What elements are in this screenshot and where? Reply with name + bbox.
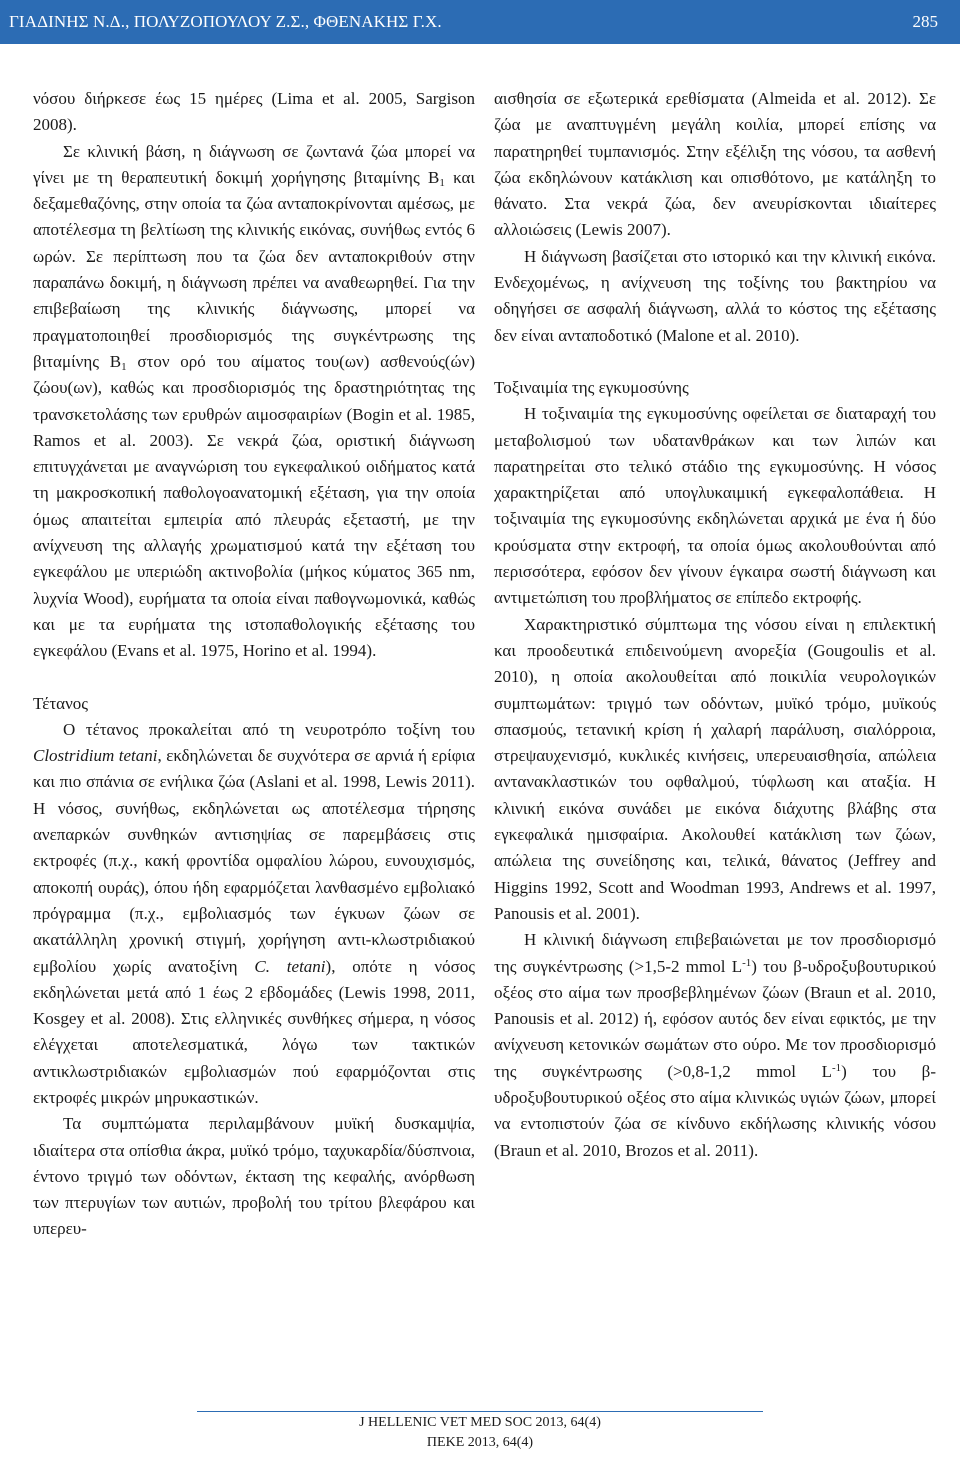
paragraph: [33, 717, 475, 1111]
paragraph-text: Χαρακτηριστικό σύμπτωμα της νόσου είναι η επιλεκτική και προοδευτικά επιδεινούμενη ανορεξία (Gougoulis et al. 2010), η οποία ακολουθείται από ποικιλία νευρολογικών συμπτωμάτων: τριγμό των οδόντων, μυϊκό τρόμο, μυϊκούς σπασμούς, τετανική κρίση ή χαλαρή παράλυση, σιαλόρροια, στρεψαυχενισμό, κυκλικές κινήσεις, υπερευαισθησία, απώλεια αντανακλαστικών του οφθαλμού, τύφλωση και αταξία. Η κλινική εικόνα συνάδει με εικόνα διάχυτης βλάβης στα εγκεφαλικά ημισφαίρια. Ακολουθεί κατάκλιση των ζώων, απώλεια της συνείδησης και, τελικά, θάνατος (Jeffrey and Higgins 1992, Scott and Woodman 1993, Andrews et al. 1997, Panousis et al. 2001).: [494, 614, 936, 923]
left-column: [33, 86, 475, 1243]
species-name: Clostridium tetani: [33, 746, 158, 766]
running-header: [0, 0, 960, 44]
superscript: -1: [831, 1061, 842, 1074]
paragraph: [494, 927, 936, 1164]
right-column: [494, 86, 936, 1164]
paragraph-text: Η τοξιναιμία της εγκυμοσύνης οφείλεται σε διαταραχή του μεταβολισμού των υδατανθράκων και των λιπών και παρατηρείται στο τελικό στάδιο της εγκυμοσύνης. Η νόσος χαρακτηρίζεται από υπογλυκαιμική εγκεφαλοπάθεια. Η τοξιναιμία της εγκυμοσύνης εκδηλώνεται αρχικά με ένα ή δύο κρούσματα στην εκτροφή, τα οποία όμως ακολουθούνται από περισσότερα, εφόσον δεν γίνουν έγκαιρα σωστή διάγνωση και αντιμετώπιση του προβλήματος σε επίπεδο εκτροφής.: [494, 404, 936, 608]
page-number: 285: [912, 12, 938, 31]
paragraph-text: , εκδηλώνεται δε συχνότερα σε αρνιά ή ερίφια και πιο σπάνια σε ενήλικα ζώα (Aslani et al. 1998, Lewis 2011). Η νόσος, συνήθως, εκδηλώνεται ως αποτέλεσμα τήρησης ανεπαρκών συνθηκών αντισηψίας σε παρεμβάσεις στις εκτροφές (π.χ., κακή φροντίδα ομφαλίου λώρου, ευνουχισμός, αποκοπή ουράς), όπου ήδη εφαρμόζεται λανθασμένο εμβολιακό πρόγραμμα (π.χ., εμβολιασμός των έγκυων ζώων σε ακατάλληλη χρονική στιγμή, χορήγηση αντι-κλωστριδιακού εμβολίου χωρίς ανατοξίνη: [33, 746, 475, 976]
paragraph-text: Η κλινική διάγνωση επιβεβαιώνεται με τον προσδιορισμό της συγκέντρωσης (>1,5-2 mmol L: [494, 930, 936, 976]
superscript: -1: [742, 956, 752, 969]
subscript: 1: [121, 360, 127, 373]
spacer: [494, 349, 936, 363]
paragraph: [494, 244, 936, 349]
paragraph: [494, 86, 936, 244]
spacer: [33, 665, 475, 679]
paragraph-text: ), οπότε η νόσος εκδηλώνεται μετά από 1 έως 2 εβδομάδες (Lewis 1998, 2011, Kosgey et al. 2008). Στις ελληνικές συνθήκες σήμερα, η νόσος ελέγχεται αποτελεσματικά, λόγω των τακτικών αντικλωστριδιακών εμβολιασμών πού εφαρμόζονται στις εκτροφές μικρών μηρυκαστικών.: [33, 956, 475, 1107]
footer-rule: [197, 1411, 763, 1412]
paragraph: [33, 86, 475, 139]
paragraph-text: Ο τέτανος προκαλείται από τη νευροτρόπο τοξίνη του: [63, 719, 475, 739]
paragraph-text: ) του β-υδροξυβουτυρικού οξέος στο αίμα κλινικώς υγιών ζώων, μπορεί να εντοπιστούν ζώα σε κίνδυνο εκδήλωσης κλινικής νόσου (Braun et al. 2010, Brozos et al. 2011).: [494, 1061, 936, 1160]
paragraph-text: νόσου διήρκεσε έως 15 ημέρες (Lima et al. 2005, Sargison 2008).: [33, 89, 475, 135]
paragraph-text: στον ορό του αίματος του(ων) ασθενούς(ών) ζώου(ων), καθώς και προσδιορισμός της δραστηριότητας της τρανσκετολάσης των ερυθρών αιμοσφαιρίων (Bogin et al. 1985, Ramos et al. 2003). Σε νεκρά ζώα, οριστική διάγνωση επιτυγχάνεται με αναγνώριση του εγκεφαλικού οιδήματος κατά τη μακροσκοπική παθολογοανατομική εξέταση, για την οποία όμως απαιτείται εμπειρία από πλευράς εξεταστή, με την ανίχνευση της αλλαγής χρωματισμού κατά την εξέταση του εγκεφάλου με υπεριώδη ακτινοβολία (μήκος κύματος 365 nm, λυχνία Wood), ευρήματα τα οποία είναι παθογνωμονικά, καθώς και με τα ευρήματα της ιστοπαθολογικής εξέτασης του εγκεφάλου (Evans et al. 1975, Horino et al. 1994).: [33, 351, 476, 661]
section-heading-toxemia: Τοξιναιμία της εγκυμοσύνης: [494, 377, 689, 397]
paragraph-text: και δεξαμεθαζόνης, στην οποία τα ζώα ανταποκρίνονται αμέσως, με αποτέλεσμα τη βελτίωση της κλινικής εικόνας, συνήθως εντός 6 ωρών. Σε περίπτωση που τα ζώα δεν ανταποκριθούν στην παραπάνω δοκιμή, η διάγνωση πρέπει να αναθεωρηθεί. Για την επιβεβαίωση της κλινικής διάγνωσης, μπορεί να πραγματοποιηθεί προσδιορισμός της συγκέντρωσης της βιταμίνης Β: [33, 167, 475, 371]
paragraph: [494, 401, 936, 611]
paragraph: [33, 139, 475, 665]
paragraph-text: αισθησία σε εξωτερικά ερεθίσματα (Almeida et al. 2012). Σε ζώα με αναπτυγμένη μεγάλη κοιλία, μπορεί επίσης να παρατηρηθεί τυμπανισμός. Στην εξέλιξη της νόσου, τα ασθενή ζώα εκδηλώνουν κατάκλιση και οπισθότονο, με κατάληξη το θάνατο. Στα νεκρά ζώα, δεν ανευρίσκονται ιδιαίτερες αλλοιώσεις (Lewis 2007).: [494, 89, 936, 240]
subscript: 1: [439, 176, 445, 189]
paragraph-text: Η διάγνωση βασίζεται στο ιστορικό και την κλινική εικόνα. Ενδεχομένως, η ανίχνευση της τοξίνης του βακτηρίου να οδηγήσει σε ασφαλή διάγνωση, αλλά το κόστος της εξέτασης δεν είναι ανταποδοτικό (Malone et al. 2010).: [494, 246, 936, 345]
section-heading-tetanus: Τέτανος: [33, 693, 89, 713]
paragraph: [33, 1111, 475, 1242]
paragraph-text: Σε κλινική βάση, η διάγνωση σε ζωντανά ζώα μπορεί να γίνει με τη θεραπευτική δοκιμή χορήγησης βιταμίνης Β: [33, 141, 475, 187]
species-name: C. tetani: [254, 956, 326, 976]
footer-journal: J HELLENIC VET MED SOC 2013, 64(4): [359, 1415, 601, 1430]
footer-journal-greek: ΠΕΚΕ 2013, 64(4): [426, 1435, 534, 1450]
paragraph-text: ) του β-υδροξυβουτυρικού οξέος στο αίμα των προσβεβλημένων ζώων (Braun et al. 2010, Panousis et al. 2012) ή, εφόσον αυτός δεν είναι εφικτός, με την ανίχνευση κετονικών σωμάτων στο ούρο. Με τον προσδιορισμό της συγκέντρωσης (>0,8-1,2 mmol L: [494, 956, 936, 1081]
paragraph-text: Τα συμπτώματα περιλαμβάνουν μυϊκή δυσκαμψία, ιδιαίτερα στα οπίσθια άκρα, μυϊκό τρόμο, ταχυκαρδία/δύσπνοια, έντονο τριγμό των οδόντων, έκταση της κεφαλής, ανόρθωση των πτερυγίων των αυτιών, προβολή του τρίτου βλεφάρου και υπερευ-: [33, 1114, 475, 1239]
paragraph: [494, 612, 936, 928]
header-authors: ΓΙΑΔΙΝΗΣ Ν.Δ., ΠΟΛΥΖΟΠΟΥΛΟΥ Ζ.Σ., ΦΘΕΝΑΚΗΣ Γ.Χ.: [9, 12, 442, 31]
